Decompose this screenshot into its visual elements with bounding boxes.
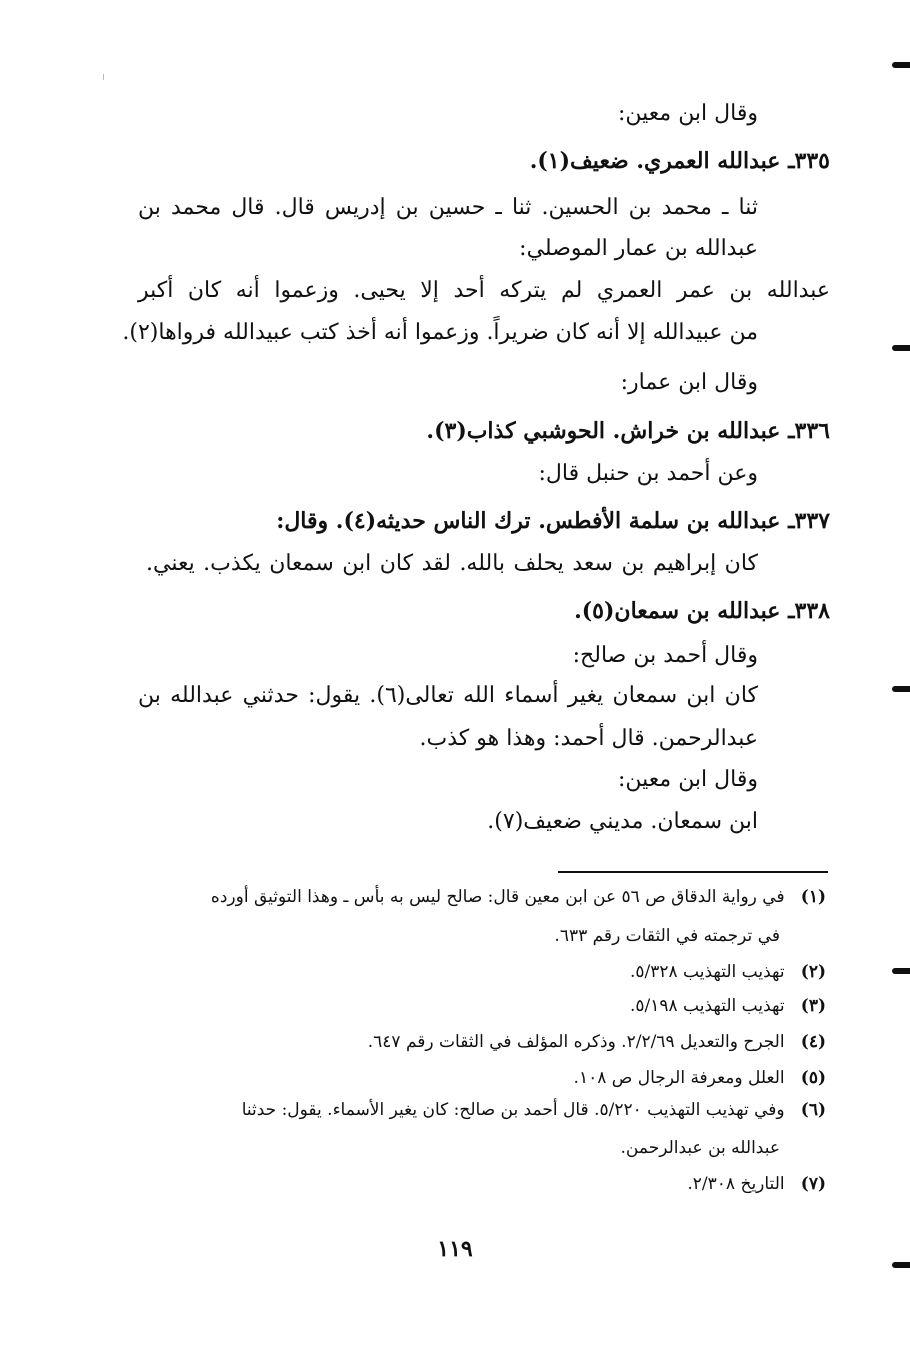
footnote-number: (٢) — [800, 962, 826, 982]
body-line: وعن أحمد بن حنبل قال: — [538, 461, 758, 486]
footnote-number: (٣) — [800, 996, 826, 1016]
entry-335: ٣٣٥ـ عبدالله العمري. ضعيف(١). — [529, 148, 830, 174]
body-line: عبدالله بن عمار الموصلي: — [519, 236, 758, 261]
footnote-number: (٥) — [800, 1068, 826, 1088]
footnote — [630, 993, 826, 1019]
footnote — [687, 1171, 826, 1197]
footnote-continuation: في ترجمته في الثقات رقم ٦٣٣. — [554, 926, 780, 946]
body-line: وقال ابن عمار: — [620, 370, 758, 395]
footnote-text: التاريخ ٢/٣٠٨. — [687, 1174, 785, 1194]
body-line: عبدالله بن عمر العمري لم يتركه أحد إلا يحيى. وزعموا أنه كان أكبر — [138, 278, 830, 303]
footnote-number: (٧) — [800, 1174, 826, 1194]
scan-edge-mark — [892, 345, 910, 351]
footnote — [368, 1029, 826, 1055]
footnote — [242, 1097, 826, 1123]
body-line: كان إبراهيم بن سعد يحلف بالله. لقد كان ابن سمعان يكذب. يعني. — [146, 551, 758, 576]
footnote-number: (٦) — [800, 1100, 826, 1120]
footnote — [211, 884, 826, 910]
entry-338: ٣٣٨ـ عبدالله بن سمعان(٥). — [574, 598, 830, 624]
body-line: ثنا ـ محمد بن الحسين. ثنا ـ حسين بن إدريس قال. قال محمد بن — [138, 195, 758, 220]
body-line: عبدالرحمن. قال أحمد: وهذا هو كذب. — [419, 726, 758, 751]
body-line: كان ابن سمعان يغير أسماء الله تعالى(٦). يقول: حدثني عبدالله بن — [138, 683, 759, 708]
page-number: ١١٩ — [437, 1236, 473, 1262]
entry-337: ٣٣٧ـ عبدالله بن سلمة الأفطس. ترك الناس حديثه(٤). وقال: — [276, 508, 830, 534]
footnote-separator — [558, 871, 828, 873]
footnote-text: تهذيب التهذيب ٥/٣٢٨. — [629, 962, 785, 982]
footnote-text: الجرح والتعديل ٢/٢/٦٩. وذكره المؤلف في الثقات رقم ٦٤٧. — [367, 1032, 785, 1052]
footnote-text: العلل ومعرفة الرجال ص ١٠٨. — [573, 1068, 785, 1088]
body-line: ابن سمعان. مديني ضعيف(٧). — [487, 809, 758, 834]
scan-edge-mark — [892, 62, 910, 68]
scan-speck — [103, 74, 104, 80]
scan-edge-mark — [892, 686, 910, 692]
footnote-number: (١) — [800, 887, 826, 907]
footnote — [630, 959, 826, 985]
footnote — [574, 1065, 826, 1091]
entry-336: ٣٣٦ـ عبدالله بن خراش. الحوشبي كذاب(٣). — [426, 418, 830, 444]
footnote-text: وفي تهذيب التهذيب ٥/٢٢٠. قال أحمد بن صالح: كان يغير الأسماء. يقول: حدثنا — [241, 1100, 785, 1120]
body-line: وقال أحمد بن صالح: — [572, 643, 758, 668]
scan-edge-mark — [892, 968, 910, 974]
body-line: وقال ابن معين: — [618, 767, 758, 792]
footnote-number: (٤) — [800, 1032, 826, 1052]
body-line: من عبيدالله إلا أنه كان ضريراً. وزعموا أنه أخذ كتب عبيدالله فرواها(٢). — [122, 320, 758, 345]
footnote-continuation: عبدالله بن عبدالرحمن. — [620, 1138, 780, 1158]
body-line: وقال ابن معين: — [618, 101, 758, 126]
scan-edge-mark — [892, 1262, 910, 1268]
footnote-text: في رواية الدقاق ص ٥٦ عن ابن معين قال: صالح ليس به بأس ـ وهذا التوثيق أورده — [210, 887, 785, 907]
footnote-text: تهذيب التهذيب ٥/١٩٨. — [629, 996, 785, 1016]
